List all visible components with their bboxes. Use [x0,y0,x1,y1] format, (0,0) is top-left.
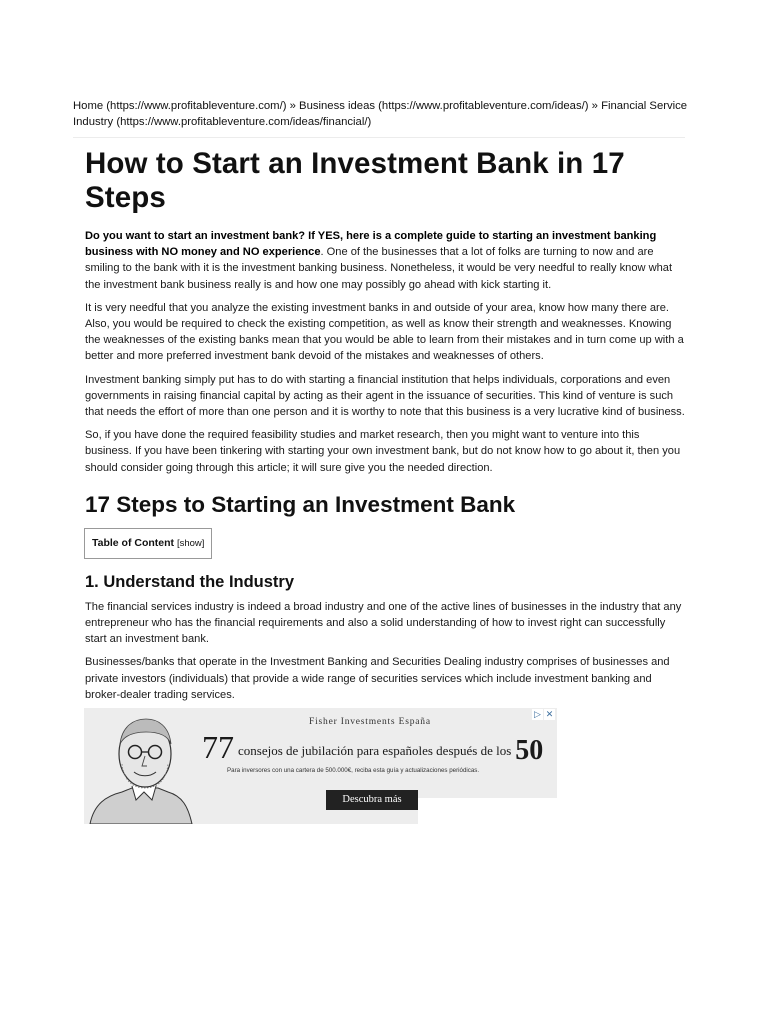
toc-show-toggle[interactable]: [show] [176,537,205,549]
article-content [85,147,685,710]
ad-headline-text: consejos de jubilación para españoles después de los [238,743,512,758]
ad-controls [532,709,555,720]
toc-label: Table of Content [92,536,175,549]
ad-number-77: 77 [202,729,234,765]
breadcrumb-separator: » [286,100,300,112]
page-title: How to Start an Investment Bank in 17 Steps [85,147,625,214]
intro-text: . One of the businesses that a lot of folks are turning to now and are smiling to the bank with it is the investment banking business. Nonetheless, it would be very needful to really know what the investment bank business really is and how one may possibly go ahead with kick starting it. [85,246,673,291]
step-1-paragraph-2: Businesses/banks that operate in the Investment Banking and Securities Dealing industry comprises of businesses and private investors (individuals) that provide a wide range of securities services which include investment banking and broker-dealer trading services. [85,656,670,701]
ad-headline [202,730,543,767]
ad-cta-button[interactable]: Descubra más [326,790,418,810]
step-1-paragraph-1: The financial services industry is indeed a broad industry and one of the active lines of businesses in the industry that any entrepreneur who has the financial requirements and also a solid understanding of how to invest right can successfully start an investment bank. [85,600,682,646]
section-heading: 17 Steps to Starting an Investment Bank [85,491,516,517]
breadcrumb-financial-service-link[interactable]: Financial Service Industry (https://www.profitableventure.com/ideas/financial/) [73,100,688,128]
table-of-content [84,528,212,559]
adchoices-icon[interactable]: ▷ [532,709,543,720]
breadcrumb-home-link[interactable]: Home (https://www.profitableventure.com/) [73,100,287,112]
ad-brand: Fisher Investments España [309,717,431,727]
paragraph-4: So, if you have done the required feasibility studies and market research, then you might want to venture into this business. If you have been tinkering with starting your own investment bank, but do not know how to go about it, then you should consider going through this article; it will sure give you the needed direction. [85,429,681,474]
paragraph-2: It is very needful that you analyze the existing investment banks in and outside of your area, know how many there are. Also, you would be required to check the existing competition, as well as know their strength and weaknesses. Knowing the weaknesses of the existing banks mean that you would be able to learn from their mistakes and in turn come up with a better and more preferred investment bank devoid of the mistakes and weaknesses of others. [85,301,684,363]
divider [73,137,685,138]
advisor-portrait-icon [84,708,194,824]
breadcrumb-business-ideas-link[interactable]: Business ideas (https://www.profitableventure.com/ideas/) [299,100,589,112]
intro-bold-text: Do you want to start an investment bank? If YES, here is a complete guide to starting an investment banking business with NO money and NO experience [85,230,657,259]
ad-number-50: 50 [515,735,544,766]
step-1-heading: 1. Understand the Industry [85,572,295,591]
ad-banner[interactable] [84,708,557,805]
intro-paragraph [85,228,685,293]
breadcrumb-separator: » [588,100,602,112]
breadcrumb [73,98,688,130]
ad-subtext: Para inversores con una cartera de 500.000€, reciba esta guía y actualizaciones periódicas. [227,767,480,774]
paragraph-3: Investment banking simply put has to do with starting a financial institution that helps individuals, corporations and even governments in raising financial capital by acting as their agent in the issuance of securities. This kind of venture is such that needs the effort of more than one person and it is worthy to note that this business is a very lucrative kind of business. [85,373,685,419]
close-icon[interactable]: ✕ [545,709,554,719]
